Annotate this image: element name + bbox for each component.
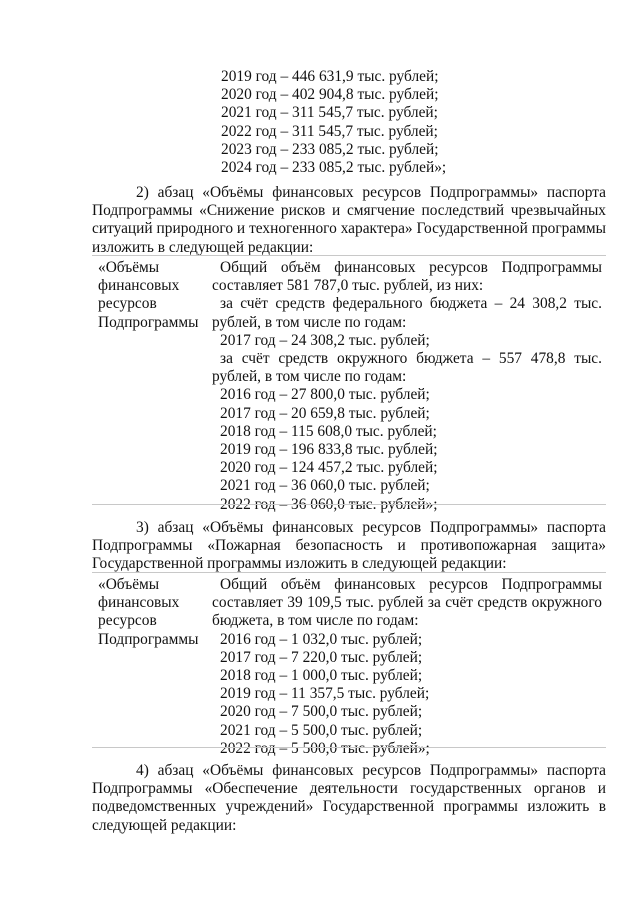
paragraph-line: 3) абзац «Объёмы финансовых ресурсов Подпрограммы» паспорта [136,519,606,536]
year-line: 2017 год – 20 659,8 тыс. рублей; [220,404,430,422]
table-top-border [92,572,606,573]
paragraph-line: Государственной программы изложить в следующей редакции: [92,555,507,573]
label-line: Подпрограммы [98,313,199,331]
year-line: 2021 год – 311 545,7 тыс. рублей; [221,104,438,122]
label-line: «Объёмы [98,259,160,276]
label-line: ресурсов [98,612,157,630]
paragraph-line: подведомственных учреждений» Государственной программы изложить в [92,798,606,816]
content-line: составляет 39 109,5 тыс. рублей за счёт средств окружного [212,594,602,612]
label-line: финансовых [98,277,180,295]
year-line: 2016 год – 27 800,0 тыс. рублей; [220,386,430,404]
year-line: 2020 год – 124 457,2 тыс. рублей; [220,459,438,477]
paragraph-item-4 [92,762,606,835]
year-line: 2022 год – 36 060,0 тыс. рублей»; [220,495,438,513]
paragraph-item-2 [92,184,606,257]
label-line: «Объёмы [98,576,160,593]
content-line: за счёт средств окружного бюджета – 557 478,8 тыс. [220,350,602,368]
year-line: 2024 год – 233 085,2 тыс. рублей»; [221,159,447,177]
year-line: 2018 год – 1 000,0 тыс. рублей; [220,667,423,685]
content-line: Общий объём финансовых ресурсов Подпрограммы [220,576,602,593]
paragraph-line: изложить в следующей редакции: [92,238,314,256]
paragraph-line: Подпрограммы «Обеспечение деятельности государственных органов и [92,780,606,798]
table-bottom-border [92,504,606,505]
year-line: 2017 год – 24 308,2 тыс. рублей; [220,331,430,349]
table1-content [212,259,602,514]
paragraph-line: 4) абзац «Объёмы финансовых ресурсов Подпрограммы» паспорта [136,762,606,779]
content-line: за счёт средств федерального бюджета – 24 308,2 тыс. [220,295,602,313]
label-line: ресурсов [98,295,157,313]
content-line: рублей, в том числе по годам: [212,313,407,331]
label-line: Подпрограммы [98,630,199,648]
year-line: 2020 год – 402 904,8 тыс. рублей; [221,86,439,104]
year-line: 2023 год – 233 085,2 тыс. рублей; [221,140,439,158]
content-line: Общий объём финансовых ресурсов Подпрограммы [220,259,602,276]
content-line: составляет 581 787,0 тыс. рублей, из них: [212,277,484,295]
label-line: финансовых [98,594,180,612]
year-line: 2016 год – 1 032,0 тыс. рублей; [220,630,423,648]
year-line: 2022 год – 5 500,0 тыс. рублей»; [220,739,430,757]
paragraph-line: следующей редакции: [92,816,237,834]
table2-label [98,576,198,649]
table1-label [98,259,198,332]
table2-content [212,576,602,758]
paragraph-line: ситуаций природного и техногенного характера» Государственной программы [92,220,606,238]
paragraph-line: Подпрограммы «Пожарная безопасность и противопожарная защита» [92,537,606,555]
year-line: 2021 год – 36 060,0 тыс. рублей; [220,477,430,495]
year-line: 2018 год – 115 608,0 тыс. рублей; [220,422,437,440]
year-line: 2022 год – 311 545,7 тыс. рублей; [221,122,438,140]
content-line: рублей, в том числе по годам: [212,368,407,386]
table-bottom-border [92,747,606,748]
paragraph-line: Подпрограммы «Снижение рисков и смягчение последствий чрезвычайных [92,202,606,220]
year-line: 2021 год – 5 500,0 тыс. рублей; [220,721,423,739]
year-line: 2019 год – 11 357,5 тыс. рублей; [220,685,430,703]
paragraph-line: 2) абзац «Объёмы финансовых ресурсов Подпрограммы» паспорта [136,184,606,201]
paragraph-item-3 [92,519,606,574]
year-line: 2020 год – 7 500,0 тыс. рублей; [220,703,423,721]
top-years-list [221,68,446,177]
year-line: 2019 год – 446 631,9 тыс. рублей; [221,68,439,85]
content-line: бюджета, в том числе по годам: [212,612,419,630]
year-line: 2019 год – 196 833,8 тыс. рублей; [220,441,438,459]
table-top-border [92,255,606,256]
year-line: 2017 год – 7 220,0 тыс. рублей; [220,648,423,666]
